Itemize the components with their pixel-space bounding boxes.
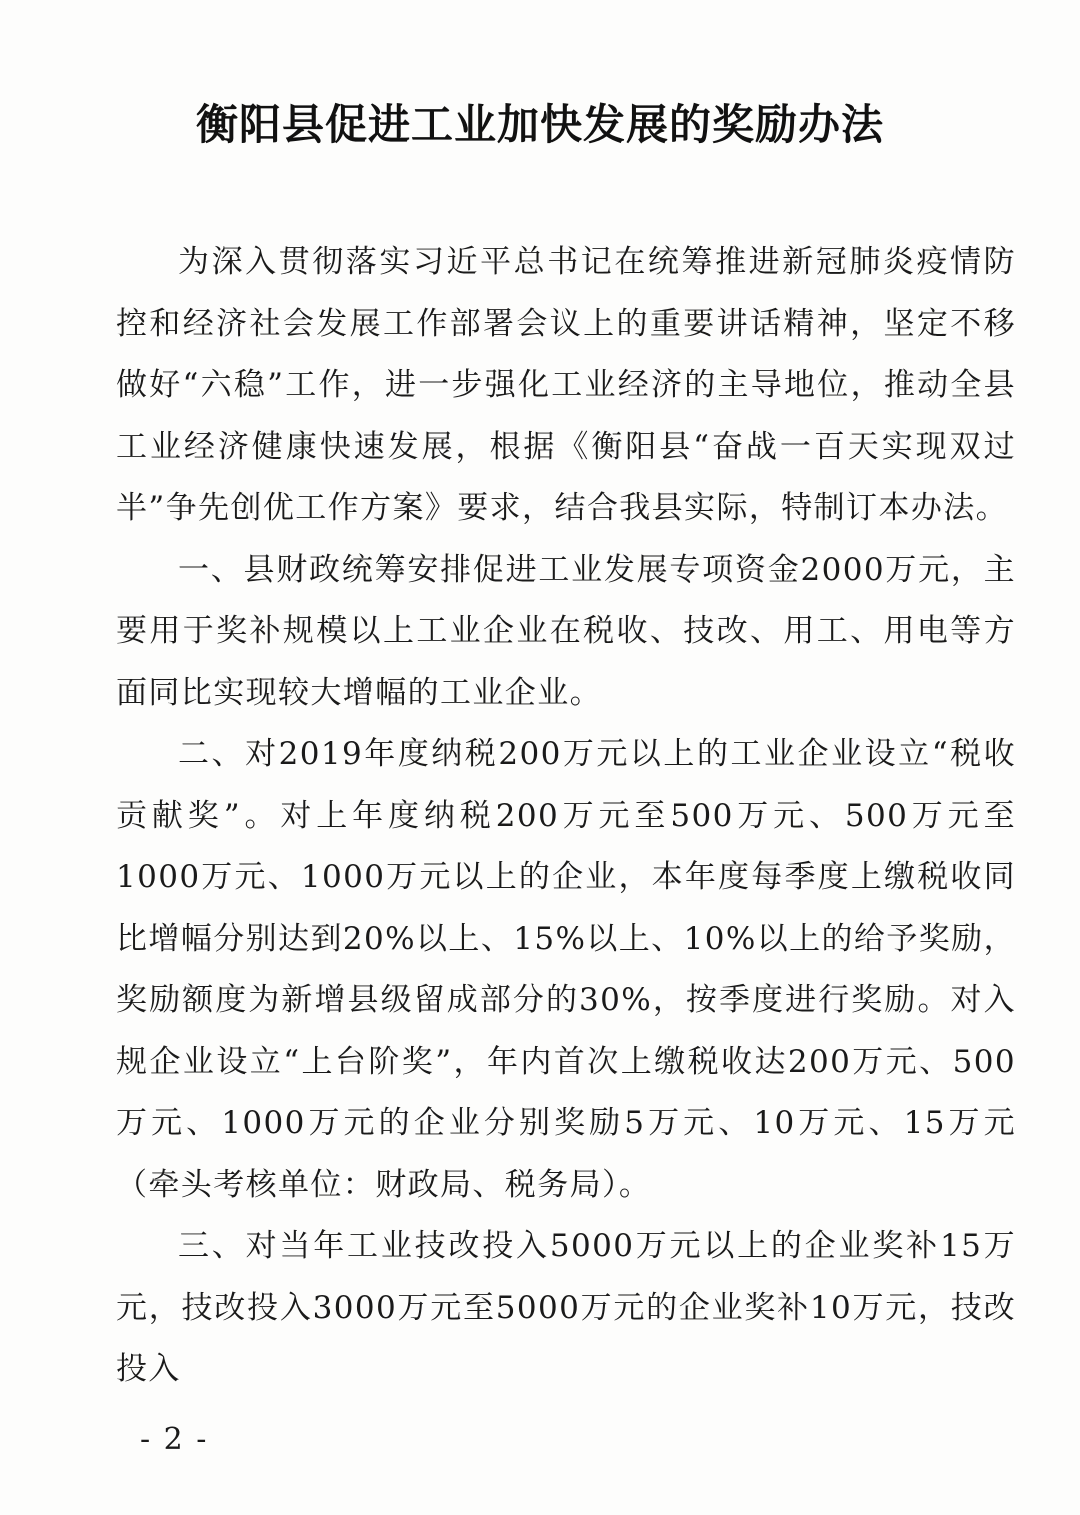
paragraph-intro: 为深入贯彻落实习近平总书记在统筹推进新冠肺炎疫情防控和经济社会发展工作部署会议上的重要讲话精神，坚定不移做好“六稳”工作，进一步强化工业经济的主导地位，推动全县工业经济健康快速发展，根据《衡阳县“奋战一百天实现双过半”争先创优工作方案》要求，结合我县实际，特制订本办法。 bbox=[116, 244, 1016, 526]
page-number: - 2 - bbox=[140, 1422, 209, 1457]
paragraph-article-2: 二、对2019年度纳税200万元以上的工业企业设立“税收贡献奖”。对上年度纳税200万元至500万元、500万元至1000万元、1000万元以上的企业，本年度每季度上缴税收同比增幅分别达到20%以上、15%以上、10%以上的给予奖励，奖励额度为新增县级留成部分的30%，按季度进行奖励。对入规企业设立“上台阶奖”，年内首次上缴税收达200万元、500万元、1000万元的企业分别奖励5万元、10万元、15万元（牵头考核单位：财政局、税务局）。 bbox=[116, 736, 1016, 1203]
document-body bbox=[116, 232, 1016, 1401]
document-title: 衡阳县促进工业加快发展的奖励办法 bbox=[195, 100, 884, 149]
paragraph-article-3: 三、对当年工业技改投入5000万元以上的企业奖补15万元，技改投入3000万元至5000万元的企业奖补10万元，技改投入 bbox=[116, 1228, 1016, 1387]
paragraph-article-1: 一、县财政统筹安排促进工业发展专项资金2000万元，主要用于奖补规模以上工业企业在税收、技改、用工、用电等方面同比实现较大增幅的工业企业。 bbox=[116, 551, 1016, 711]
